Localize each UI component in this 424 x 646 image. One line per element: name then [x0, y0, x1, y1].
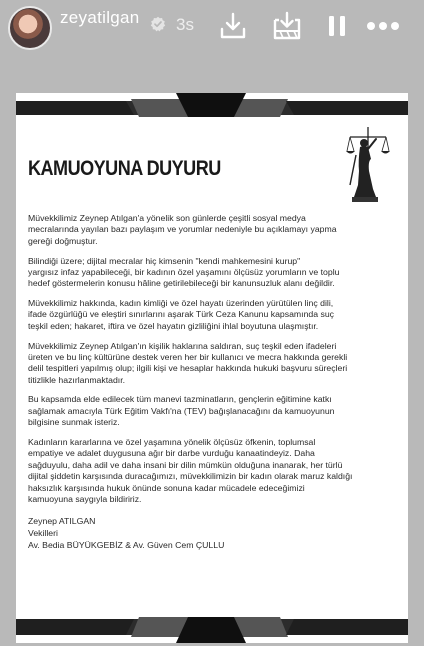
more-button[interactable]: [366, 10, 400, 42]
paragraph-6: Kadınların kararlarına ve özel yaşamına yönelik ölçüsüz öfkenin, toplumsal empatiye ve adalet duygusuna ağır bir darbe vurduğu kanaatindeyiz. Daha sağduyulu, daha adil ve daha insani bir dilin mümkün olduğuna inanarak, her türlü dijital şiddetin karşısında duracağımızı, müvekkilimizin bir kadın olarak maruz kaldığı haksızlık karşısında hukuk önünde sonuna kadar mücadele edeceğimizi kamuoyuna saygıyla bildiririz.: [28, 436, 353, 505]
pause-button[interactable]: [320, 10, 354, 42]
verified-badge-icon: [150, 16, 166, 32]
lady-justice-icon: [346, 125, 390, 203]
save-reel-icon: [271, 11, 303, 41]
paragraph-4: Müvekkilimiz Zeynep Atılgan'ın kişilik haklarına saldıran, suç teşkil eden ifadeleri üreten ve bu linç kültürüne destek veren her bir kullanıcı ve mecra hakkında gerekli delil tespitleri yapılmış olup; ilgili kişi ve hesaplar hakkında hukuki başvuru süreçleri titizlikle hazırlanmaktadır.: [28, 340, 348, 385]
signatory-lawyers: Av. Bedia BÜYÜKGEBİZ & Av. Güven Cem ÇULLU: [28, 540, 225, 551]
pause-icon: [327, 14, 347, 38]
paragraph-5: Bu kapsamda elde edilecek tüm manevi tazminatların, gençlerin eğitimine katkı sağlamak amacıyla Türk Eğitim Vakfı'na (TEV) bağışlanacağını da kamuoyunun bilgisine sunmak isteriz.: [28, 394, 335, 428]
download-button[interactable]: [216, 10, 250, 42]
more-icon: [366, 21, 400, 31]
paragraph-2: Bilindiği üzere; dijital mecralar hiç kimsenin "kendi mahkemesini kurup" yargısız infaz yapabileceği, bir kadının özel yaşamını ölçüsüz yorumların ve toplu hedef göstermelerin konusu hâline getirilebileceği bir kanunsuzluk alanı değildir.: [28, 255, 340, 289]
announcement-document: [16, 93, 408, 643]
save-reel-button[interactable]: [270, 10, 304, 42]
download-icon: [218, 12, 248, 40]
signatory-role: Vekilleri: [28, 528, 58, 539]
avatar[interactable]: [8, 6, 52, 50]
document-body: [28, 213, 394, 551]
paragraph-3: Müvekkilimiz hakkında, kadın kimliği ve özel hayatı üzerinden yürütülen linç dili, ifade özgürlüğü ve eleştiri sınırlarını aşarak Türk Ceza Kanunu kapsamında suç teşkil eden; hakaret, iftira ve özel hayatın gizliliğini ihlal boyutuna ulaşmıştır.: [28, 298, 334, 331]
signatory-name: Zeynep ATILGAN: [28, 516, 96, 527]
top-decorative-band: [16, 93, 408, 119]
signature-block: [28, 515, 394, 551]
story-header: [0, 0, 424, 56]
bottom-decorative-band: [16, 613, 408, 643]
time-ago: 3s: [176, 15, 194, 34]
username[interactable]: zeyatilgan: [60, 8, 140, 27]
paragraph-1: Müvekkilimiz Zeynep Atılgan'a yönelik son günlerde çeşitli sosyal medya mecralarında yayılan bazı paylaşım ve yorumlar nedeniyle bu açıklamayı yapma gereği doğmuştur.: [28, 213, 337, 246]
document-title: KAMUOYUNA DUYURU: [28, 157, 221, 180]
